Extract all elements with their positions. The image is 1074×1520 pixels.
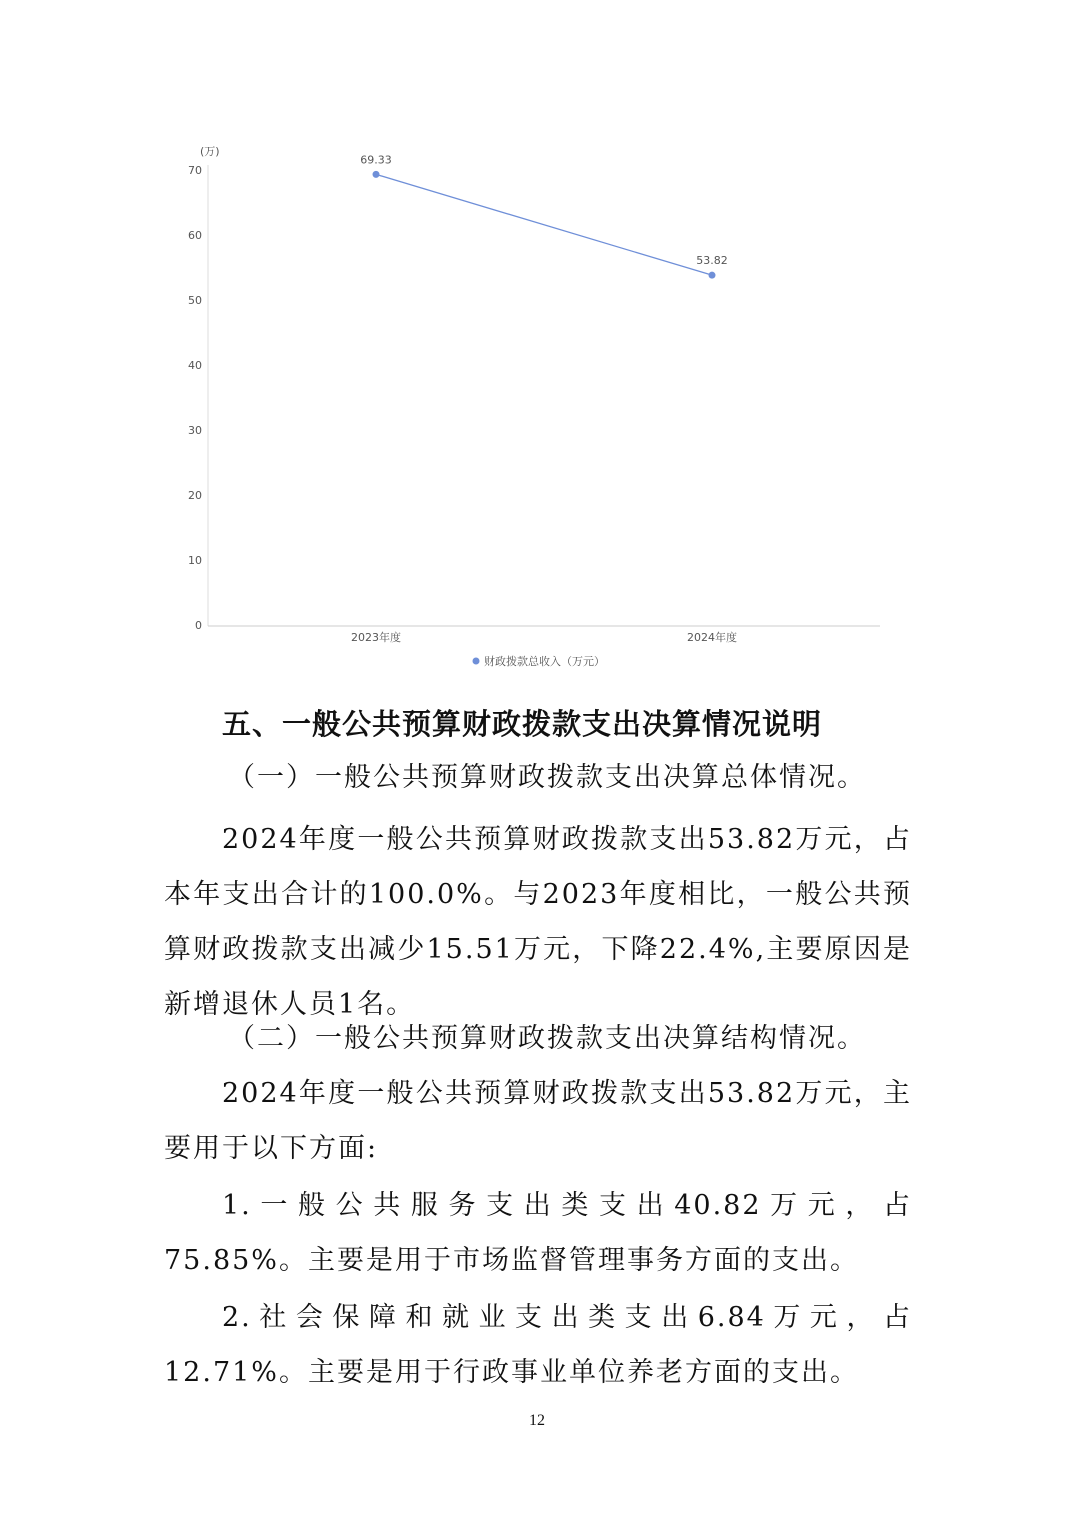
paragraph-overall: 2024年度一般公共预算财政拨款支出53.82万元，占本年支出合计的100.0%。与2023年度相比，一般公共预算财政拨款支出减少15.51万元，下降22.4%,主要原因是新增退休人员1名。 [164, 824, 912, 1020]
legend [473, 654, 606, 668]
item-general-public-services: 1.一般公共服务支出类支出40.82万元，占75.85%。主要是用于市场监督管理事务方面的支出。 [164, 1190, 912, 1276]
y-tick-label: 40 [188, 359, 202, 372]
series-line [376, 174, 712, 275]
subheading-overall: （一）一般公共预算财政拨款支出决算总体情况。 [228, 762, 866, 793]
item-social-security: 2.社会保障和就业支出类支出6.84万元，占12.71%。主要是用于行政事业单位养老方面的支出。 [164, 1302, 912, 1388]
line-chart [0, 0, 1074, 690]
x-tick-label: 2023年度 [351, 631, 401, 644]
y-tick-label: 10 [188, 554, 202, 567]
x-tick-label: 2024年度 [687, 631, 737, 644]
section-heading: 五、一般公共预算财政拨款支出决算情况说明 [222, 707, 823, 741]
data-point [709, 272, 716, 279]
y-tick-label: 70 [188, 164, 202, 177]
paragraph-structure-intro: 2024年度一般公共预算财政拨款支出53.82万元，主要用于以下方面: [164, 1078, 912, 1164]
x-axis-ticks [351, 630, 737, 644]
y-unit-label: (万) [200, 145, 220, 158]
y-tick-label: 60 [188, 229, 202, 242]
data-label: 69.33 [360, 153, 392, 167]
y-tick-label: 0 [195, 619, 202, 632]
series-layer [360, 153, 728, 278]
page-number: 12 [529, 1412, 545, 1429]
y-tick-label: 50 [188, 294, 202, 307]
data-label: 53.82 [696, 254, 728, 268]
legend-label: 财政拨款总收入（万元） [484, 655, 605, 668]
y-axis-ticks [188, 164, 202, 632]
y-tick-label: 30 [188, 424, 202, 437]
y-tick-label: 20 [188, 489, 202, 502]
subheading-structure: （二）一般公共预算财政拨款支出决算结构情况。 [228, 1023, 866, 1054]
legend-marker [473, 658, 480, 665]
data-point [373, 171, 380, 178]
